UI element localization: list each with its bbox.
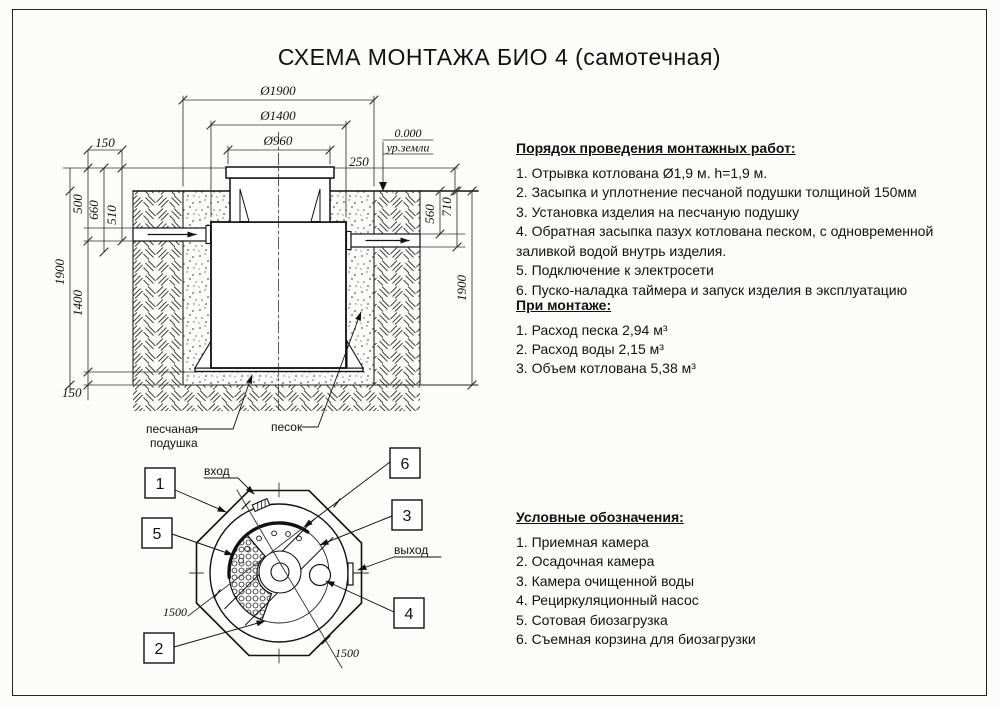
dim-lid-diameter: Ø960 — [263, 133, 293, 148]
sand-cushion-label: песчаная — [146, 422, 198, 436]
callout-number-2: 2 — [154, 641, 164, 658]
legend-item: 1. Приемная камера — [516, 533, 649, 550]
installation-step: 2. Засыпка и уплотнение песчаной подушки толщиной 150мм — [516, 184, 917, 200]
installation-step: 5. Подключение к электросети — [516, 262, 714, 278]
legend-item: 5. Сотовая биозагрузка — [516, 611, 668, 628]
section-view — [52, 83, 478, 450]
installation-step: 4. Обратная засыпка пазух котлована песком, с одновременной заливкой водой внутрь изделия. — [516, 223, 934, 259]
center-pipe-circle — [271, 563, 289, 581]
sand-cushion-label-2: подушка — [150, 436, 198, 450]
legend-heading: Условные обозначения: — [516, 509, 684, 525]
installation-step: 3. Установка изделия на песчаную подушку — [516, 203, 800, 220]
tank-lid — [226, 167, 334, 178]
montage-item: 1. Расход песка 2,94 м³ — [516, 321, 668, 338]
level-zero: 0.000 — [394, 126, 422, 140]
dim-710: 710 — [439, 197, 454, 217]
soil-hatch-right — [374, 191, 420, 385]
callout-number-4: 4 — [404, 606, 414, 623]
plan-view — [142, 448, 441, 668]
dim-1900-right: 1900 — [454, 275, 469, 301]
inlet-leader — [238, 478, 254, 494]
dim-510: 510 — [104, 205, 119, 225]
outlet-pipe — [347, 232, 421, 250]
sand-label: песок — [271, 420, 303, 434]
page-title: СХЕМА МОНТАЖА БИО 4 (самотечная) — [277, 44, 722, 70]
ground-level-arrow — [379, 182, 387, 191]
soil-hatch-left — [133, 191, 183, 385]
recirculation-pump-circle — [310, 565, 331, 586]
dim-pit-diameter: Ø1900 — [260, 83, 296, 98]
plan-dim-1500-b: 1500 — [335, 646, 359, 660]
montage-item: 3. Объем котлована 5,38 м³ — [516, 359, 696, 376]
montage-heading: При монтаже: — [516, 297, 612, 313]
dim-150-bottom: 150 — [62, 385, 82, 400]
dim-body-diameter: Ø1400 — [260, 108, 296, 123]
callout-number-6: 6 — [400, 456, 410, 473]
outlet-leader — [358, 557, 394, 570]
legend-item: 4. Рециркуляционный насос — [516, 592, 699, 608]
soil-hatch-bottom — [133, 385, 420, 411]
installation-steps-heading: Порядок проведения монтажных работ: — [516, 140, 796, 156]
legend-item: 6. Съемная корзина для биозагрузки — [516, 631, 756, 647]
callout-number-5: 5 — [152, 526, 162, 543]
callout-number-3: 3 — [402, 508, 412, 525]
installation-step: 1. Отрывка котлована Ø1,9 м. h=1,9 м. — [516, 164, 768, 181]
level-ground-label: ур.земли — [386, 140, 430, 155]
dim-250: 250 — [349, 154, 369, 169]
dim-150-top: 150 — [95, 135, 115, 150]
legend-item: 2. Осадочная камера — [516, 553, 655, 569]
dim-500: 500 — [70, 194, 85, 214]
callout-number-1: 1 — [155, 476, 165, 493]
dim-660: 660 — [86, 200, 101, 220]
inlet-pipe — [133, 226, 211, 244]
installation-step: 6. Пуско-наладка таймера и запуск изделия в эксплуатацию — [516, 281, 908, 298]
montage-item: 2. Расход воды 2,15 м³ — [516, 340, 664, 357]
plan-dim-1500-a: 1500 — [163, 605, 187, 619]
dim-1400: 1400 — [70, 290, 85, 316]
legend-item: 3. Камера очищенной воды — [516, 572, 695, 589]
dim-1900-left: 1900 — [52, 259, 67, 285]
dim-560: 560 — [422, 204, 437, 224]
plan-inlet-label: вход — [204, 464, 230, 478]
plan-outlet-label: выход — [394, 543, 429, 557]
